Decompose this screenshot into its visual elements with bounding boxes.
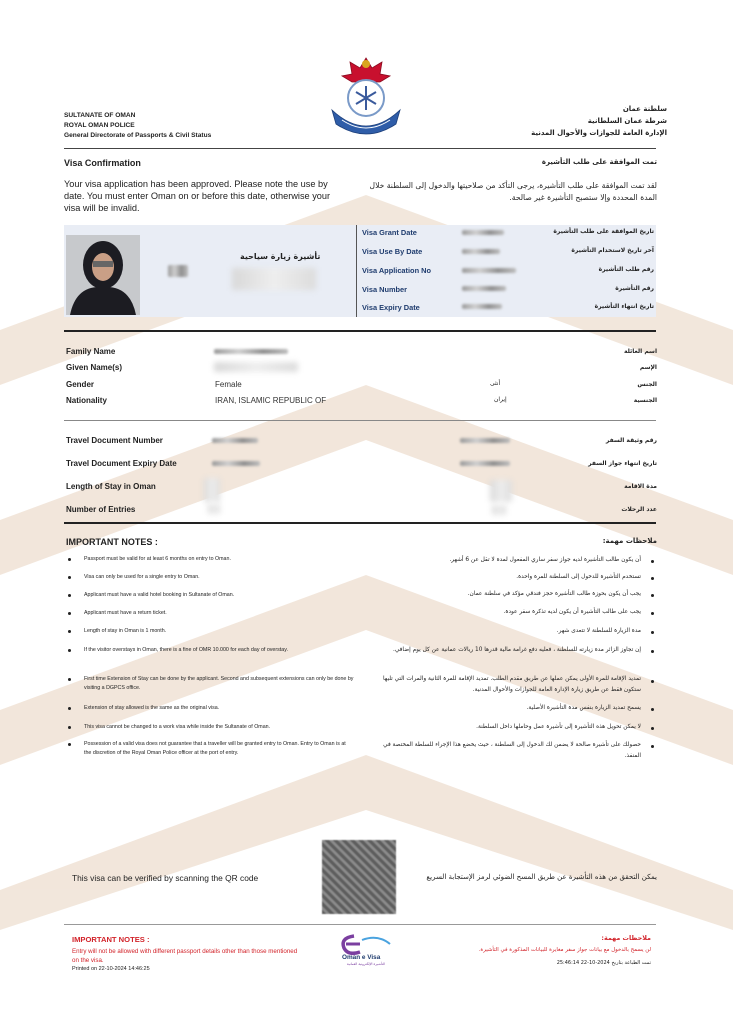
- verify-text-en: This visa can be verified by scanning the QR code: [72, 873, 259, 883]
- bullet-icon: [68, 743, 71, 746]
- note-ar: لا يمكن تحويل هذه التأشيرة إلى تأشيرة عمل وحاملها داخل السلطنة.: [476, 724, 641, 730]
- redacted-field: [204, 478, 220, 502]
- note-en: Extension of stay allowed is the same as the original visa.: [84, 705, 220, 711]
- header-divider: [64, 148, 656, 149]
- redacted-field: [462, 286, 506, 291]
- visa-info-label: Visa Use By Date: [362, 247, 423, 256]
- note-en: If the visitor overstays in Oman, there is a fine of OMR 10.000 for each day of overstay.: [84, 647, 288, 653]
- travel-label: Travel Document Expiry Date: [66, 459, 177, 468]
- header-en-line: General Directorate of Passports & Civil Status: [64, 132, 212, 139]
- redacted-field: [212, 461, 260, 466]
- section-divider: [64, 522, 656, 524]
- confirmation-body-en: Your visa application has been approved. Please note the use by date. You must enter Oman on or before this date, otherwise your visa will be invalid.: [64, 179, 331, 213]
- note-en: Visa can only be used for a single entry to Oman.: [84, 574, 200, 580]
- verify-text-ar: يمكن التحقق من هذه التأشيرة عن طريق المسح الضوئي لرمز الإستجابة السريع: [426, 873, 657, 881]
- personal-label: Nationality: [66, 396, 107, 405]
- royal-oman-police-emblem: [322, 52, 410, 138]
- bullet-icon: [651, 680, 654, 683]
- header-ar-line: سلطنة عمان: [622, 105, 667, 113]
- note-en: Applicant must have a valid hotel booking in Sultanate of Oman.: [84, 592, 235, 598]
- redacted-field: [212, 438, 258, 443]
- travel-label-ar: رقم وثيقة السفر: [605, 437, 657, 444]
- header-ar-line: شرطة عمان السلطانية: [587, 117, 667, 125]
- personal-label-ar: اسم العائلة: [623, 348, 657, 355]
- travel-label-ar: عدد الرحلات: [621, 506, 657, 513]
- travel-label-ar: تاريخ انتهاء جواز السفر: [588, 460, 657, 467]
- section-divider: [64, 420, 656, 421]
- bullet-icon: [68, 612, 71, 615]
- nationality-value-ar: إيران: [494, 396, 507, 403]
- redacted-field: [232, 268, 316, 290]
- footer-text-en: Entry will not be allowed with different passport details other than those mentioned on the visa.: [72, 948, 298, 964]
- travel-label-ar: مدة الاقامة: [624, 483, 657, 490]
- confirmation-body-ar: لقد تمت الموافقة على طلب التأشيرة، يرجى التأكد من صلاحيتها والدخول إلى السلطنة خلال المدة المحددة وإلا ستصبح التأشيرة غير صالحة.: [369, 181, 657, 202]
- visa-info-divider: [356, 225, 357, 317]
- header-ar-line: الإدارة العامة للجوازات والأحوال المدنية: [531, 129, 667, 137]
- personal-label: Given Name(s): [66, 363, 123, 372]
- personal-label: Gender: [66, 380, 95, 389]
- note-en: First time Extension of Stay can be done by the applicant. Second and subsequent extensions can only be done by visiting a DGPCS office.: [84, 676, 354, 691]
- redacted-field: [462, 230, 504, 235]
- personal-label-ar: الإسم: [639, 364, 657, 371]
- bullet-icon: [651, 631, 654, 634]
- redacted-field: [214, 349, 288, 354]
- redacted-field: [460, 438, 510, 443]
- visa-info-label-ar: رقم طلب التأشيرة: [598, 266, 654, 273]
- redacted-field: [462, 268, 516, 273]
- note-ar: يسمح تمديد الزيارة بنفس مدة التأشيرة الأصلية.: [526, 705, 641, 711]
- section-divider: [64, 330, 656, 332]
- bullet-icon: [651, 745, 654, 748]
- header-en: [64, 111, 211, 141]
- bullet-icon: [68, 594, 71, 597]
- bullet-icon: [651, 650, 654, 653]
- redacted-field: [462, 249, 500, 254]
- notes-title-en: IMPORTANT NOTES :: [66, 537, 158, 547]
- note-ar: حصولك على تأشيرة صالحة لا يضمن لك الدخول إلى السلطنة ، حيث يخضع هذا الإجراء للسلطة المختصة في المنفذ.: [383, 742, 641, 759]
- personal-label-ar: الجنسية: [633, 397, 657, 404]
- note-ar: تمديد الإقامة للمرة الأولى يمكن عملها عن طريق مقدم الطلب. تمديد الإقامة للمرة الثانية والمرات التي تليها ستكون فقط عن طريق زيارة الإدارة العامة للجوازات والأحوال المدنية.: [383, 676, 641, 693]
- gender-value-ar: أنثى: [490, 380, 501, 387]
- bullet-icon: [651, 612, 654, 615]
- note-ar: يجب على طالب التأشيرة أن يكون لديه تذكرة سفر عودة.: [503, 609, 641, 615]
- note-en: This visa cannot be changed to a work visa while inside the Sultanate of Oman.: [84, 724, 271, 730]
- redacted-field: [214, 362, 298, 372]
- bullet-icon: [651, 727, 654, 730]
- redacted-field: [490, 480, 512, 502]
- bullet-icon: [68, 630, 71, 633]
- redacted-field: [462, 304, 502, 309]
- footer-title-en: IMPORTANT NOTES :: [72, 935, 150, 944]
- bullet-icon: [68, 558, 71, 561]
- footer-printed-en: Printed on 22-10-2024 14:46:25: [72, 966, 150, 972]
- bullet-icon: [68, 678, 71, 681]
- note-ar: إن تجاوز الزائر مدة زيارته للسلطنة ، فعليه دفع غرامة مالية قدرها 10 ريالات عمانية عن كل يوم إضافي.: [392, 647, 641, 653]
- logo-sub-ar: التأشيرة الإلكترونية العمانية: [346, 962, 386, 966]
- header-ar: [531, 103, 667, 139]
- travel-label: Travel Document Number: [66, 436, 163, 445]
- applicant-photo: [66, 235, 140, 315]
- visa-info-label-ar: تاريخ انتهاء التأشيرة: [594, 303, 654, 310]
- qr-code[interactable]: [322, 840, 396, 914]
- note-en: Passport must be valid for at least 6 months on entry to Oman.: [84, 556, 231, 562]
- gender-value: Female: [215, 380, 242, 389]
- notes-title-ar: ملاحظات مهمة:: [602, 537, 657, 545]
- note-en: Length of stay in Oman is 1 month.: [84, 628, 167, 634]
- note-ar: مدة الزيارة للسلطنة لا تتعدى شهر.: [556, 628, 641, 634]
- bullet-icon: [68, 649, 71, 652]
- footer-printed-ar: تمت الطباعة بتاريخ 2024-10-22 25:46:14: [556, 960, 651, 966]
- logo-text: Oman e Visa: [342, 954, 381, 961]
- note-ar: تستخدم التأشيرة للدخول إلى السلطنة للمرة واحدة.: [516, 574, 641, 580]
- confirmation-title-en: Visa Confirmation: [64, 158, 141, 168]
- visa-info-label: Visa Expiry Date: [362, 303, 420, 312]
- visa-info-label-ar: رقم التأشيرة: [615, 285, 654, 292]
- visa-info-label: Visa Application No: [362, 266, 431, 275]
- nationality-value: IRAN, ISLAMIC REPUBLIC OF: [215, 396, 327, 405]
- footer-title-ar: ملاحظات مهمة:: [601, 934, 651, 942]
- redacted-field: [168, 265, 188, 277]
- note-en: Possession of a valid visa does not guarantee that a traveller will be granted entry to Oman. Entry to Oman is at the discretion of the Royal Oman Police officer at the port of entry.: [84, 741, 346, 756]
- travel-label: Number of Entries: [66, 505, 136, 514]
- personal-label: Family Name: [66, 347, 116, 356]
- header-en-line: ROYAL OMAN POLICE: [64, 122, 135, 129]
- bullet-icon: [651, 577, 654, 580]
- bullet-icon: [68, 576, 71, 579]
- redacted-field: [492, 505, 506, 515]
- bullet-icon: [68, 726, 71, 729]
- visa-info-label: Visa Grant Date: [362, 228, 417, 237]
- bullet-icon: [68, 707, 71, 710]
- footer-text-ar: لن يسمح بالدخول مع بيانات جواز سفر مغايرة للبيانات المذكورة في التأشيرة.: [478, 947, 651, 953]
- header-en-line: SULTANATE OF OMAN: [64, 112, 136, 119]
- note-ar: يجب أن يكون بحوزة طالب التأشيرة حجز فندقي مؤكد في سلطنة عمان.: [467, 591, 641, 597]
- bullet-icon: [651, 708, 654, 711]
- footer-divider: [64, 924, 656, 925]
- travel-label: Length of Stay in Oman: [66, 482, 156, 491]
- bullet-icon: [651, 560, 654, 563]
- visa-type-ar: تأشيرة زيارة سياحية: [240, 252, 321, 261]
- visa-info-label-ar: تاريخ الموافقة على طلب التأشيرة: [553, 228, 654, 235]
- redacted-field: [460, 461, 510, 466]
- note-ar: أن يكون طالب التأشيرة لديه جواز سفر ساري المفعول لمدة لا تقل عن 6 أشهر.: [449, 557, 641, 563]
- redacted-field: [208, 504, 220, 514]
- bullet-icon: [651, 594, 654, 597]
- visa-info-label-ar: آخر تاريخ لاستخدام التأشيرة: [571, 247, 654, 254]
- oman-evisa-logo: [334, 932, 398, 968]
- personal-label-ar: الجنس: [637, 381, 657, 388]
- confirmation-title-ar: تمت الموافقة على طلب التأشيرة: [541, 158, 657, 166]
- note-en: Applicant must have a return ticket.: [84, 610, 167, 616]
- visa-info-label: Visa Number: [362, 285, 408, 294]
